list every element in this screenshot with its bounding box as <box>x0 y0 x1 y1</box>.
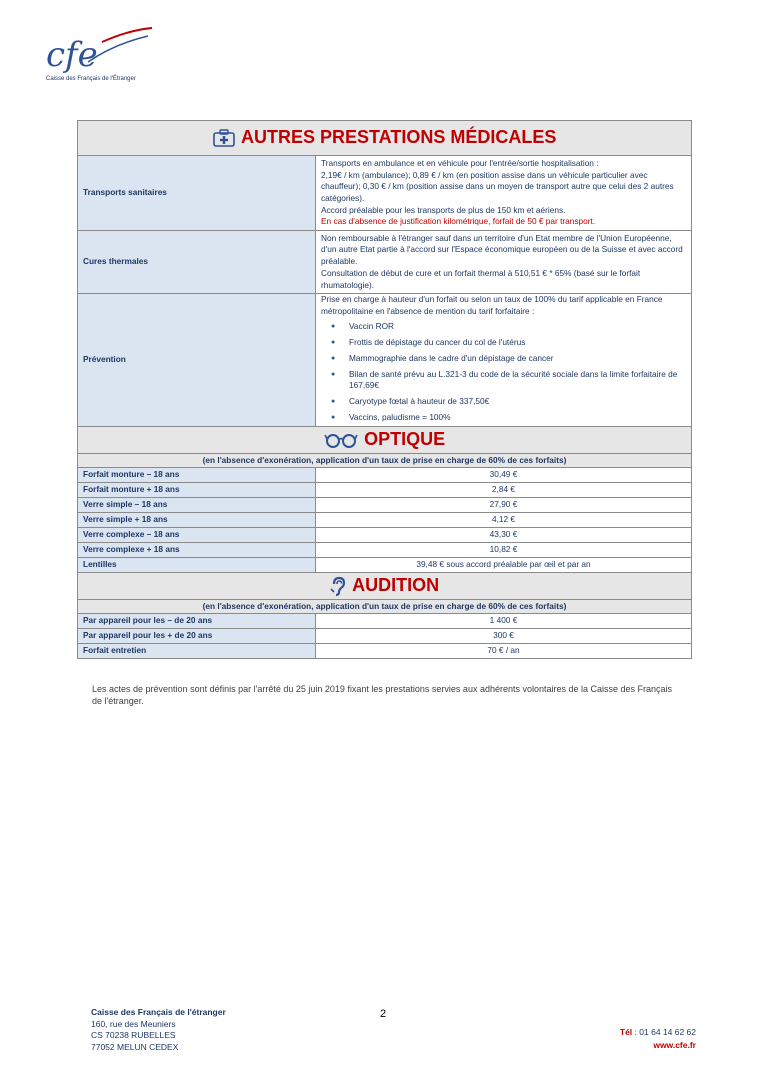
row-desc-transports <box>316 156 692 231</box>
optique-row-value: 39,48 € sous accord préalable par œil et par an <box>316 558 692 573</box>
desc-line: Consultation de début de cure et un forfait thermal à 510,51 € * 65% (basé sur le forfait rhumatologie). <box>321 267 641 290</box>
footer-contact <box>620 1026 696 1052</box>
footer-phone <box>620 1026 696 1039</box>
footer-website-link[interactable]: www.cfe.fr <box>653 1040 696 1050</box>
audition-row-label: Forfait entretien <box>78 644 316 659</box>
footer-address-line: 160, rue des Meuniers <box>91 1018 176 1029</box>
hearing-icon <box>330 576 346 596</box>
svg-text:cfe: cfe <box>46 35 98 75</box>
optique-row-label: Verre simple – 18 ans <box>78 498 316 513</box>
optique-row-label: Verre complexe – 18 ans <box>78 528 316 543</box>
optique-section-title: OPTIQUE <box>364 429 446 450</box>
medical-section-header <box>78 121 692 156</box>
phone-label: Tél <box>619 1027 633 1037</box>
desc-line: Non remboursable à l'étranger sauf dans un territoire d'un Etat membre de l'Union Européenne, d'un autre Etat partie à l'accord sur l'Espace économique européen ou de la Suisse et avec accord préalable. <box>321 232 683 267</box>
optique-row-label: Verre simple + 18 ans <box>78 513 316 528</box>
medical-case-icon <box>213 129 235 147</box>
optique-subtitle: (en l'absence d'exonération, application d'un taux de prise en charge de 60% de ces forfaits) <box>78 454 692 468</box>
list-item: ● Bilan de santé prévu au L.321-3 du code de la sécurité sociale dans la limite forfaitaire de 167,69€ <box>321 369 686 392</box>
audition-row-label: Par appareil pour les – de 20 ans <box>78 614 316 629</box>
footer-address-line: CS 70238 RUBELLES <box>91 1030 176 1040</box>
desc-line: Transports en ambulance et en véhicule pour l'entrée/sortie hospitalisation : <box>321 157 599 168</box>
optique-row-value: 10,82 € <box>316 543 692 558</box>
desc-line: 2,19€ / km (ambulance); 0,89 € / km (en position assise dans un véhicule particulier avec chauffeur); 0,30 € / km (position assise dans un moyen de transport autre que celui des 2 autres catégories). <box>321 169 674 203</box>
optique-section-header <box>78 427 692 454</box>
list-item: ● Vaccins, paludisme = 100% <box>321 412 686 424</box>
optique-row-label: Verre complexe + 18 ans <box>78 543 316 558</box>
row-label-transports: Transports sanitaires <box>78 156 316 231</box>
audition-row-value: 70 € / an <box>316 644 692 659</box>
medical-section-title: AUTRES PRESTATIONS MÉDICALES <box>240 127 557 148</box>
optique-row-value: 4,12 € <box>316 513 692 528</box>
footer-org-name: Caisse des Français de l'étranger <box>91 1007 226 1017</box>
row-label-prevention: Prévention <box>78 294 316 427</box>
row-desc-cures <box>316 231 692 294</box>
optique-row-value: 2,84 € <box>316 483 692 498</box>
row-desc-prevention <box>316 294 692 427</box>
list-item: ● Caryotype fœtal à hauteur de 337,50€ <box>321 396 686 408</box>
audition-row-label: Par appareil pour les + de 20 ans <box>78 629 316 644</box>
optique-row-value: 27,90 € <box>316 498 692 513</box>
footer-address-block <box>91 1007 226 1053</box>
desc-warning: En cas d'absence de justification kilométrique, forfait de 50 € par transport. <box>321 216 596 227</box>
benefits-table <box>77 120 692 659</box>
optique-row-label: Forfait monture + 18 ans <box>78 483 316 498</box>
list-item: ● Vaccin ROR <box>321 321 686 333</box>
row-label-cures: Cures thermales <box>78 231 316 294</box>
desc-line: Accord préalable pour les transports de plus de 150 km et aériens. <box>321 204 566 215</box>
optique-row-label: Forfait monture – 18 ans <box>78 468 316 483</box>
footer-address-line: 77052 MELUN CEDEX <box>91 1041 179 1052</box>
list-item: ● Frottis de dépistage du cancer du col de l'utérus <box>321 337 686 349</box>
audition-row-value: 1 400 € <box>316 614 692 629</box>
phone-number: : 01 64 14 62 62 <box>634 1027 696 1037</box>
audition-section-title: AUDITION <box>352 575 440 596</box>
prevention-list <box>321 321 686 423</box>
cfe-logo <box>44 22 174 84</box>
logo-tagline: Caisse des Français de l'Étranger <box>46 76 136 82</box>
optique-row-value: 30,49 € <box>316 468 692 483</box>
list-item: ● Mammographie dans le cadre d'un dépistage de cancer <box>321 353 686 365</box>
page-number: 2 <box>380 1008 387 1020</box>
glasses-icon <box>324 432 358 448</box>
prevention-intro: Prise en charge à hauteur d'un forfait ou selon un taux de 100% du tarif applicable en France métropolitaine en l'absence de mention du tarif forfaitaire : <box>321 294 663 316</box>
audition-section-header <box>78 573 692 600</box>
optique-row-label: Lentilles <box>78 558 316 573</box>
audition-row-value: 300 € <box>316 629 692 644</box>
audition-subtitle: (en l'absence d'exonération, application d'un taux de prise en charge de 60% de ces forfaits) <box>78 600 692 614</box>
optique-row-value: 43,30 € <box>316 528 692 543</box>
prevention-note: Les actes de prévention sont définis par l'arrêté du 25 juin 2019 fixant les prestations servies aux adhérents volontaires de la Caisse des Français de l'étranger. <box>92 684 673 706</box>
